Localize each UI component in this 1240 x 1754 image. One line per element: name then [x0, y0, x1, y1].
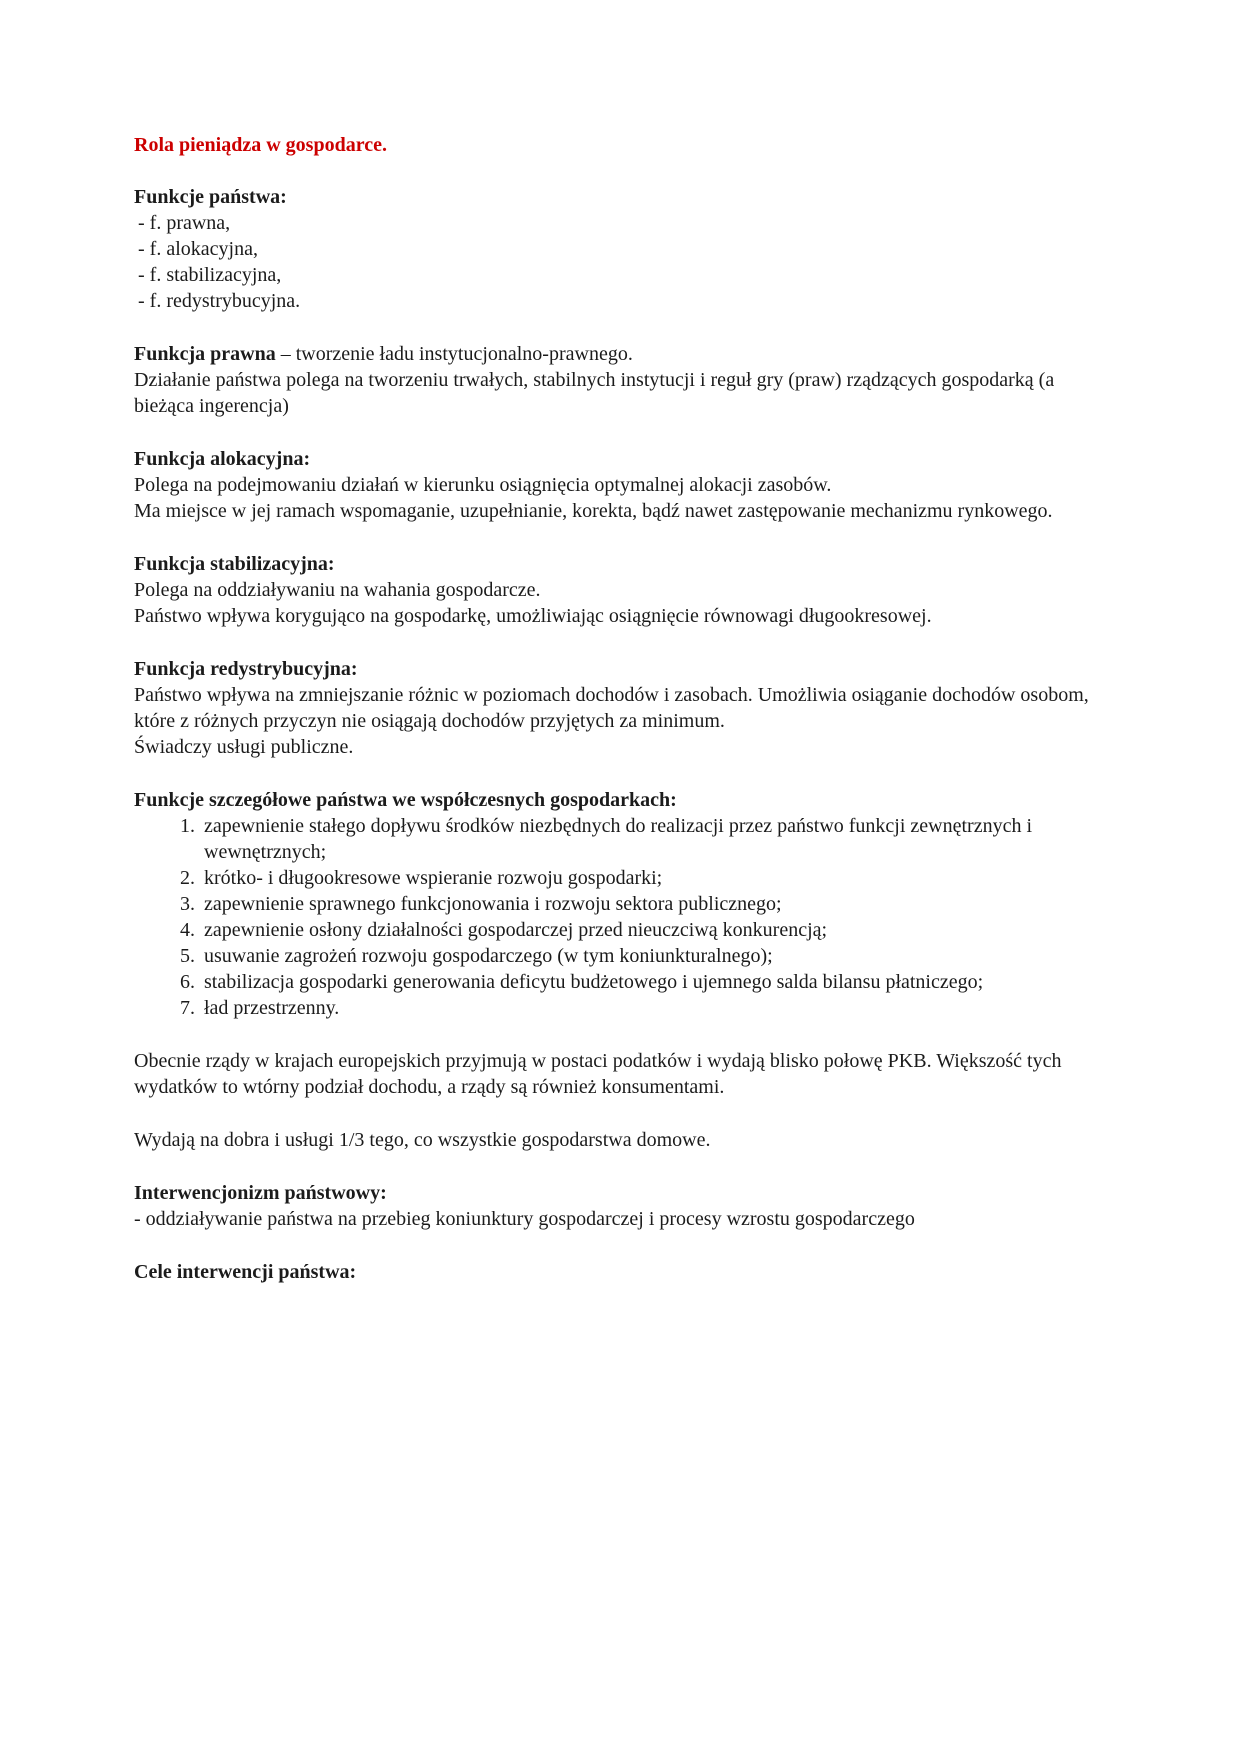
numbered-list-item: 7. ład przestrzenny.	[200, 995, 1104, 1021]
section-heading: Funkcja stabilizacyjna:	[134, 553, 335, 575]
dash-list-item: - f. alokacyjna,	[138, 238, 258, 260]
heading-suffix: – tworzenie ładu instytucjonalno-prawnego.	[275, 343, 633, 365]
dash-list-item: - f. prawna,	[138, 212, 231, 234]
numbered-list-item: 3. zapewnienie sprawnego funkcjonowania i rozwoju sektora publicznego;	[200, 891, 1104, 917]
dash-list-item: - f. redystrybucyjna.	[138, 290, 301, 312]
section-heading: Cele interwencji państwa:	[134, 1261, 357, 1283]
paragraph: Świadczy usługi publiczne.	[134, 736, 354, 758]
section-funkcje-szczegolowe	[134, 787, 1104, 1021]
paragraph: Obecnie rządy w krajach europejskich przyjmują w postaci podatków i wydają blisko połowę PKB. Większość tych wydatków to wtórny podział dochodu, a rządy są również konsumentami.	[134, 1050, 1062, 1098]
section-funkcja-redystrybucyjna	[134, 656, 1104, 760]
paragraph: Działanie państwa polega na tworzeniu trwałych, stabilnych instytucji i reguł gry (praw) rządzących gospodarką (a bieżąca ingerencja)	[134, 369, 1055, 417]
section-heading: Interwencjonizm państwowy:	[134, 1182, 387, 1204]
document-content	[134, 132, 1104, 1285]
paragraph: Państwo wpływa na zmniejszanie różnic w poziomach dochodów i zasobach. Umożliwia osiąganie dochodów osobom, które z różnych przyczyn nie osiągają dochodów przyjętych za minimum.	[134, 684, 1089, 732]
section-heading: Funkcja alokacyjna:	[134, 448, 311, 470]
numbered-list-item: 5. usuwanie zagrożeń rozwoju gospodarczego (w tym koniunkturalnego);	[200, 943, 1104, 969]
section-heading: Funkcje państwa:	[134, 186, 287, 208]
section-obecnie	[134, 1048, 1104, 1100]
numbered-list-item: 1. zapewnienie stałego dopływu środków niezbędnych do realizacji przez państwo funkcji zewnętrznych i wewnętrznych;	[200, 813, 1104, 865]
doc-title: Rola pieniądza w gospodarce.	[134, 134, 387, 156]
numbered-list-item: 4. zapewnienie osłony działalności gospodarczej przed nieuczciwą konkurencją;	[200, 917, 1104, 943]
section-heading: Funkcje szczegółowe państwa we współczesnych gospodarkach:	[134, 789, 677, 811]
section-funkcja-prawna	[134, 341, 1104, 419]
section-wydaja	[134, 1127, 1104, 1153]
paragraph: - oddziaływanie państwa na przebieg koniunktury gospodarczej i procesy wzrostu gospodarczego	[134, 1208, 915, 1230]
numbered-list-item: 2. krótko- i długookresowe wspieranie rozwoju gospodarki;	[200, 865, 1104, 891]
section-cele-interwencji	[134, 1259, 1104, 1285]
paragraph: Państwo wpływa korygująco na gospodarkę, umożliwiając osiągnięcie równowagi długookresowej.	[134, 605, 932, 627]
numbered-list-item: 6. stabilizacja gospodarki generowania deficytu budżetowego i ujemnego salda bilansu płatniczego;	[200, 969, 1104, 995]
dash-list-item: - f. stabilizacyjna,	[138, 264, 282, 286]
section-funkcja-stabilizacyjna	[134, 551, 1104, 629]
section-heading: Funkcja redystrybucyjna:	[134, 658, 358, 680]
paragraph: Ma miejsce w jej ramach wspomaganie, uzupełnianie, korekta, bądź nawet zastępowanie mechanizmu rynkowego.	[134, 500, 1053, 522]
paragraph: Polega na podejmowaniu działań w kierunku osiągnięcia optymalnej alokacji zasobów.	[134, 474, 832, 496]
section-heading: Funkcja prawna	[134, 343, 276, 365]
paragraph: Wydają na dobra i usługi 1/3 tego, co wszystkie gospodarstwa domowe.	[134, 1129, 711, 1151]
numbered-list	[134, 813, 1104, 1021]
section-interwencjonizm	[134, 1180, 1104, 1232]
section-funkcje-panstwa	[134, 184, 1104, 314]
paragraph: Polega na oddziaływaniu na wahania gospodarcze.	[134, 579, 541, 601]
section-heading-line	[134, 341, 1104, 367]
section-funkcja-alokacyjna	[134, 446, 1104, 524]
